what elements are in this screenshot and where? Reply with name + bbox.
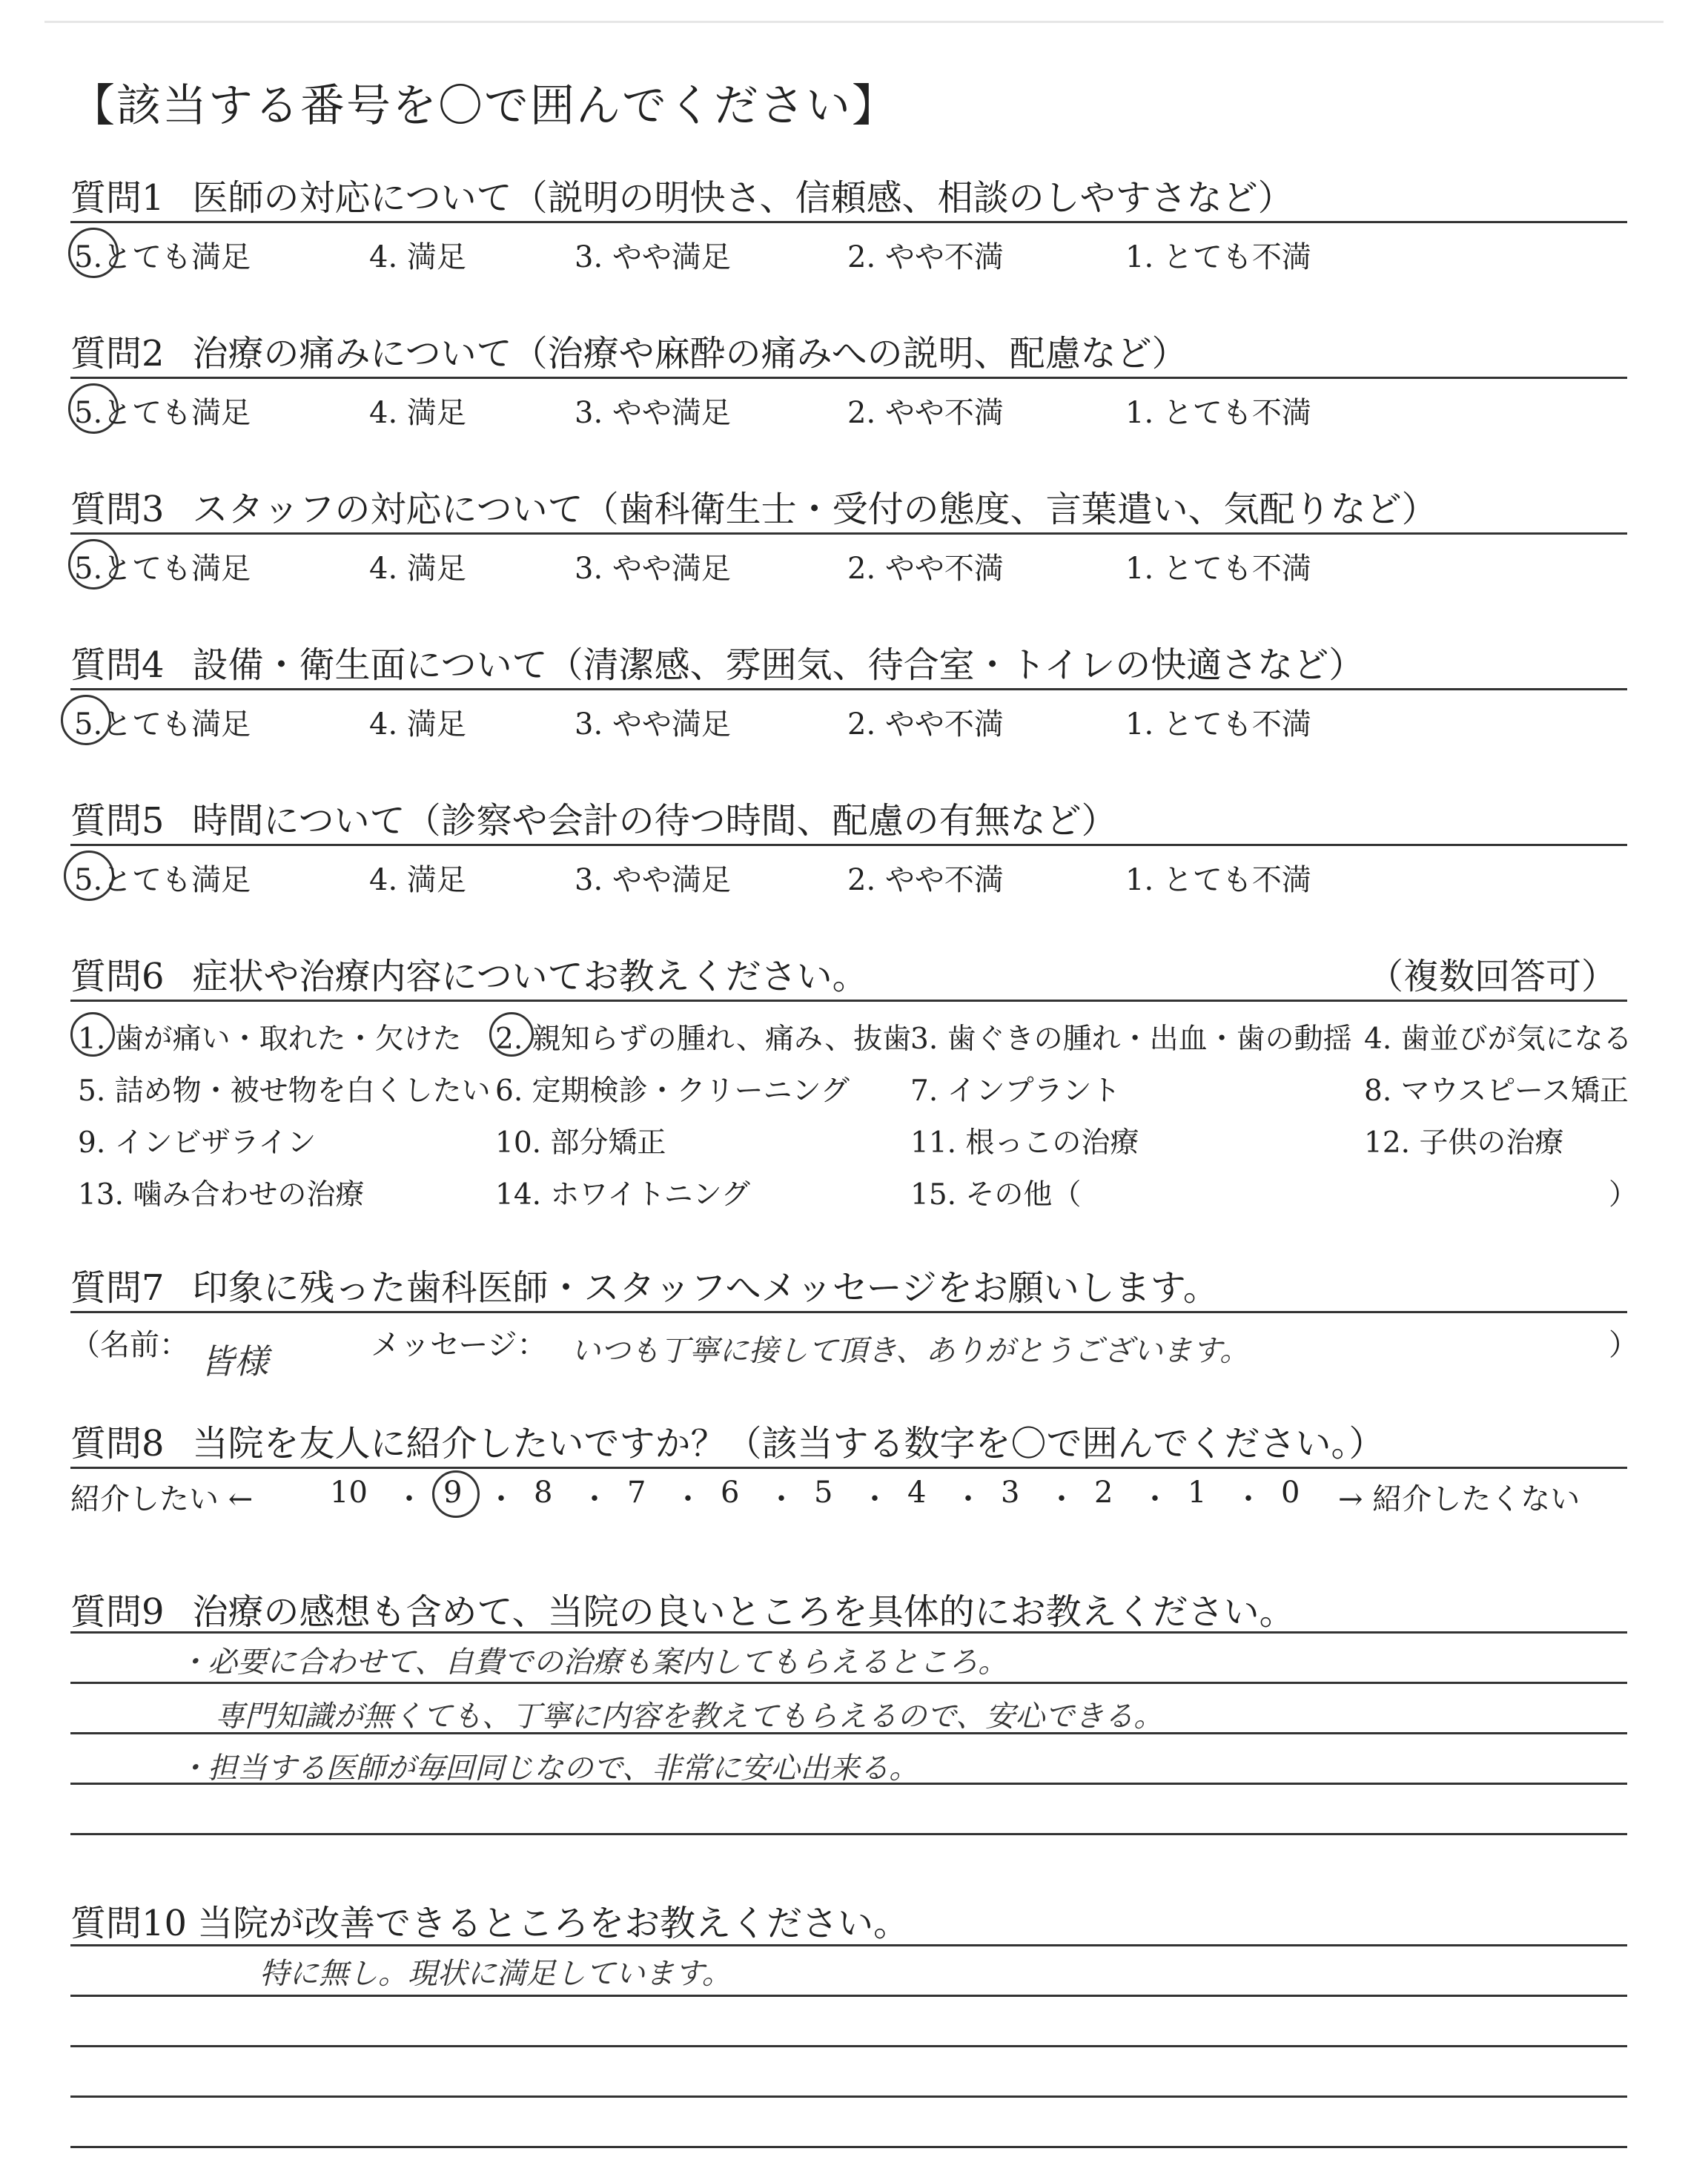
handwritten-answer: ・必要に合わせて、自費での治療も案内してもらえるところ。 xyxy=(178,1645,1008,1680)
answer-line xyxy=(70,2045,1627,2047)
answer-line xyxy=(70,1944,1627,1946)
answer-line xyxy=(70,2095,1627,2098)
scale-value[interactable]: 2 xyxy=(1094,1476,1113,1510)
symptom-item-other[interactable]: 15. その他（ xyxy=(910,1178,1082,1212)
question-8 xyxy=(70,1415,1385,1466)
question-number: 質問4 xyxy=(70,644,165,686)
answer-line xyxy=(70,1682,1627,1684)
question-number: 質問8 xyxy=(70,1423,165,1464)
symptom-item[interactable]: 13. 噛み合わせの治療 xyxy=(78,1178,365,1212)
option-2[interactable]: 2. やや不満 xyxy=(847,240,1004,274)
scale-dot: ・ xyxy=(1140,1482,1170,1516)
scale-dot: ・ xyxy=(486,1482,516,1516)
option-1[interactable]: 1. とても不満 xyxy=(1125,863,1311,897)
symptom-item[interactable]: 10. 部分矯正 xyxy=(495,1126,666,1160)
question-number: 質問3 xyxy=(70,489,165,530)
scale-dot: ・ xyxy=(953,1482,983,1516)
scale-value[interactable]: 10 xyxy=(330,1476,368,1510)
handwritten-answer: 特に無し。現状に満足しています。 xyxy=(259,1957,732,1991)
option-2[interactable]: 2. やや不満 xyxy=(847,863,1004,897)
scale-dot: ・ xyxy=(673,1482,703,1516)
symptom-item[interactable]: 4. 歯並びが気になる xyxy=(1364,1023,1632,1056)
option-5[interactable]: 5.とても満足 xyxy=(74,707,251,742)
option-1[interactable]: 1. とても不満 xyxy=(1125,552,1311,586)
question-2 xyxy=(70,325,1188,376)
question-number: 質問5 xyxy=(70,800,165,842)
scale-dot: ・ xyxy=(767,1482,796,1516)
option-3[interactable]: 3. やや満足 xyxy=(575,707,731,742)
symptom-item[interactable]: 1. 歯が痛い・取れた・欠けた xyxy=(78,1023,462,1056)
question-6 xyxy=(70,948,868,999)
answer-line xyxy=(70,1833,1627,1835)
other-close-paren: ） xyxy=(1609,1178,1638,1212)
option-5[interactable]: 5.とても満足 xyxy=(74,240,251,274)
question-text: 治療の痛みについて（治療や麻酔の痛みへの説明、配慮など） xyxy=(192,333,1188,374)
question-text: 当院が改善できるところをお教えください。 xyxy=(197,1903,910,1944)
question-number: 質問7 xyxy=(70,1267,165,1309)
question-text: 印象に残った歯科医師・スタッフへメッセージをお願いします。 xyxy=(192,1267,1219,1309)
option-3[interactable]: 3. やや満足 xyxy=(575,552,731,586)
scale-value[interactable]: 0 xyxy=(1281,1476,1300,1510)
question-text: 医師の対応について（説明の明快さ、信頼感、相談のしやすさなど） xyxy=(192,177,1294,219)
option-5[interactable]: 5.とても満足 xyxy=(74,552,251,586)
option-4[interactable]: 4. 満足 xyxy=(369,552,466,586)
scale-value[interactable]: 3 xyxy=(1001,1476,1020,1510)
symptom-item[interactable]: 2. 親知らずの腫れ、痛み、抜歯 xyxy=(495,1023,912,1056)
question-number: 質問10 xyxy=(70,1903,188,1944)
question-1 xyxy=(70,169,1294,220)
symptom-item[interactable]: 7. インプラント xyxy=(910,1074,1121,1108)
option-1[interactable]: 1. とても不満 xyxy=(1125,240,1311,274)
answer-line xyxy=(70,1631,1627,1634)
symptom-item[interactable]: 11. 根っこの治療 xyxy=(910,1126,1139,1160)
multiple-answer-note: （複数回答可） xyxy=(1368,956,1618,997)
scale-value[interactable]: 9 xyxy=(443,1476,463,1510)
option-4[interactable]: 4. 満足 xyxy=(369,863,466,897)
scale-value[interactable]: 4 xyxy=(907,1476,927,1510)
symptom-item[interactable]: 6. 定期検診・クリーニング xyxy=(495,1074,850,1108)
symptom-item[interactable]: 14. ホワイトニング xyxy=(495,1178,750,1212)
message-close-paren: ） xyxy=(1609,1328,1638,1362)
scale-dot: ・ xyxy=(860,1482,890,1516)
option-2[interactable]: 2. やや不満 xyxy=(847,396,1004,430)
option-2[interactable]: 2. やや不満 xyxy=(847,707,1004,742)
option-4[interactable]: 4. 満足 xyxy=(369,396,466,430)
question-5 xyxy=(70,792,1117,843)
question-rule xyxy=(70,1311,1627,1313)
question-text: スタッフの対応について（歯科衛生士・受付の態度、言葉遣い、気配りなど） xyxy=(192,489,1437,530)
question-number: 質問2 xyxy=(70,333,165,374)
question-rule xyxy=(70,688,1627,690)
question-10 xyxy=(70,1895,909,1946)
scale-value[interactable]: 8 xyxy=(534,1476,553,1510)
question-rule xyxy=(70,221,1627,223)
question-3 xyxy=(70,480,1437,532)
name-label: （名前： xyxy=(70,1328,189,1362)
option-2[interactable]: 2. やや不満 xyxy=(847,552,1004,586)
page-title: 【該当する番号を〇で囲んでください】 xyxy=(70,80,898,132)
option-4[interactable]: 4. 満足 xyxy=(369,240,466,274)
scale-dot: ・ xyxy=(1047,1482,1076,1516)
option-3[interactable]: 3. やや満足 xyxy=(575,240,731,274)
option-5[interactable]: 5.とても満足 xyxy=(74,863,251,897)
symptom-item[interactable]: 3. 歯ぐきの腫れ・出血・歯の動揺 xyxy=(910,1023,1352,1056)
question-9 xyxy=(70,1583,1295,1634)
question-4 xyxy=(70,636,1364,687)
scale-left-label: 紹介したい ← xyxy=(70,1482,254,1516)
option-3[interactable]: 3. やや満足 xyxy=(575,863,731,897)
symptom-item[interactable]: 9. インビザライン xyxy=(78,1126,317,1160)
option-3[interactable]: 3. やや満足 xyxy=(575,396,731,430)
name-handwritten: 皆様 xyxy=(200,1341,268,1381)
question-number: 質問6 xyxy=(70,956,165,997)
answer-line xyxy=(70,1995,1627,1997)
handwritten-answer: 専門知識が無くても、丁寧に内容を教えてもらえるので、安心できる。 xyxy=(215,1700,1164,1734)
scale-dot: ・ xyxy=(394,1482,424,1516)
symptom-item[interactable]: 8. マウスピース矯正 xyxy=(1364,1074,1629,1108)
handwritten-answer: ・担当する医師が毎回同じなので、非常に安心出来る。 xyxy=(178,1751,919,1786)
top-divider xyxy=(44,21,1664,23)
question-text: 当院を友人に紹介したいですか？（該当する数字を〇で囲んでください。） xyxy=(192,1423,1385,1464)
question-rule xyxy=(70,844,1627,846)
symptom-item[interactable]: 12. 子供の治療 xyxy=(1364,1126,1564,1160)
question-number: 質問1 xyxy=(70,177,165,219)
answer-line xyxy=(70,2146,1627,2148)
message-handwritten: いつも丁寧に接して頂き、ありがとうございます。 xyxy=(571,1334,1250,1368)
question-rule xyxy=(70,532,1627,535)
scale-right-label: → 紹介したくない xyxy=(1338,1482,1580,1516)
question-rule xyxy=(70,1000,1627,1002)
option-1[interactable]: 1. とても不満 xyxy=(1125,396,1311,430)
option-1[interactable]: 1. とても不満 xyxy=(1125,707,1311,742)
scale-value[interactable]: 7 xyxy=(627,1476,646,1510)
question-text: 症状や治療内容についてお教えください。 xyxy=(192,956,868,997)
question-rule xyxy=(70,377,1627,379)
question-text: 時間について（診察や会計の待つ時間、配慮の有無など） xyxy=(192,800,1117,842)
question-rule xyxy=(70,1467,1627,1469)
option-5[interactable]: 5.とても満足 xyxy=(74,396,251,430)
scale-value[interactable]: 6 xyxy=(721,1476,740,1510)
question-7 xyxy=(70,1259,1219,1310)
question-number: 質問9 xyxy=(70,1591,165,1633)
question-text: 治療の感想も含めて、当院の良いところを具体的にお教えください。 xyxy=(192,1591,1295,1633)
scale-value[interactable]: 1 xyxy=(1188,1476,1207,1510)
scale-dot: ・ xyxy=(580,1482,609,1516)
message-label: メッセージ： xyxy=(371,1328,547,1362)
symptom-item[interactable]: 5. 詰め物・被せ物を白くしたい xyxy=(78,1074,491,1108)
question-text: 設備・衛生面について（清潔感、雰囲気、待合室・トイレの快適さなど） xyxy=(192,644,1365,686)
scale-dot: ・ xyxy=(1234,1482,1263,1516)
option-4[interactable]: 4. 満足 xyxy=(369,707,466,742)
scale-value[interactable]: 5 xyxy=(814,1476,833,1510)
